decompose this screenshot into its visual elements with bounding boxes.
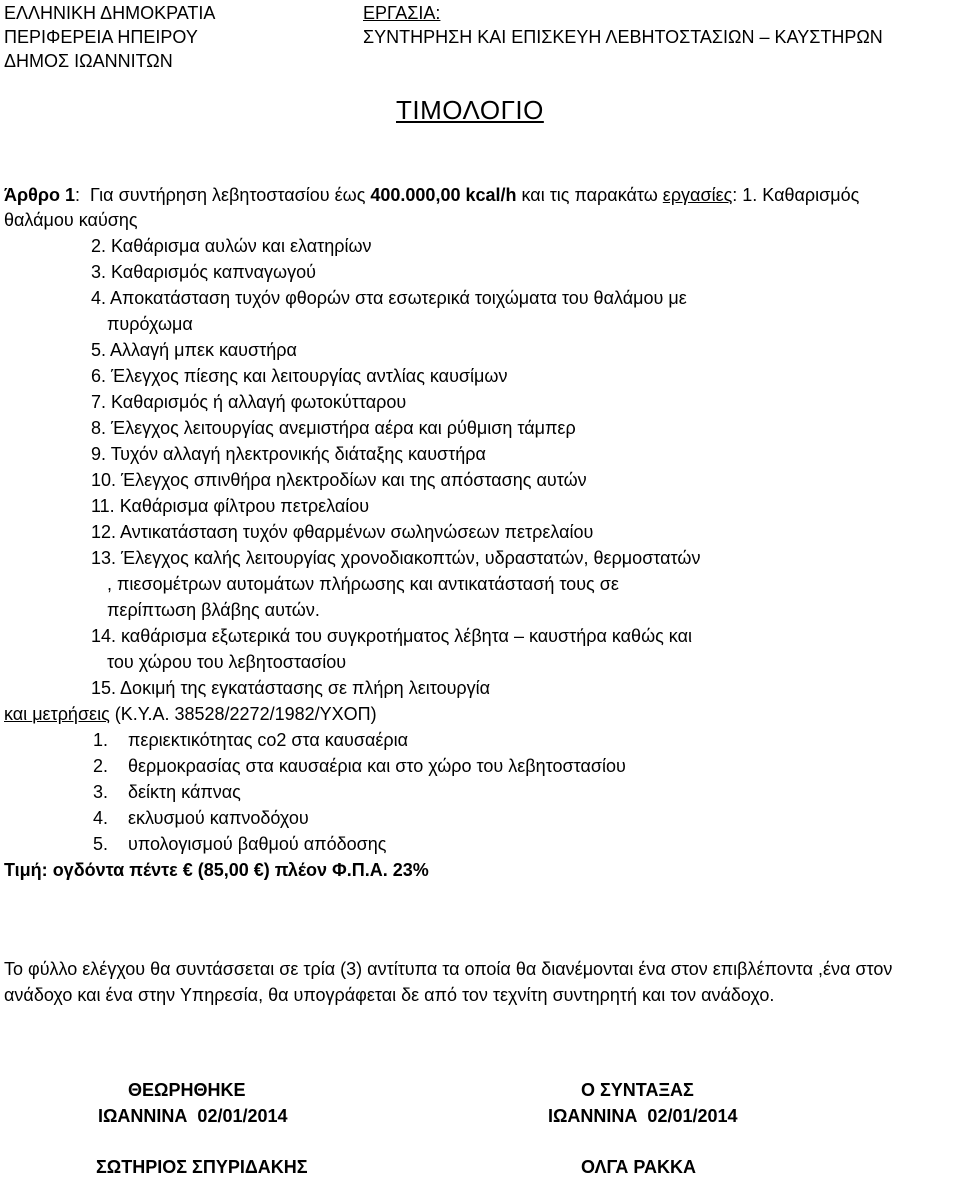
task-item: περίπτωση βλάβης αυτών.	[107, 600, 320, 620]
article-capacity: 400.000,00 kcal/h	[370, 185, 517, 205]
work-title: ΣΥΝΤΗΡΗΣΗ ΚΑΙ ΕΠΙΣΚΕΥΗ ΛΕΒΗΤΟΣΤΑΣΙΩΝ – ΚΑΥΣΤΗΡΩΝ	[363, 27, 883, 47]
article-intro	[4, 186, 859, 204]
measurement-number: 4.	[93, 808, 109, 828]
task-item: 13. Έλεγχος καλής λειτουργίας χρονοδιακοπτών, υδραστατών, θερμοστατών	[91, 548, 701, 568]
header-line-1: ΕΛΛΗΝΙΚΗ ΔΗΜΟΚΡΑΤΙΑ	[4, 3, 216, 23]
note-line-2: ανάδοχο και ένα στην Υπηρεσία, θα υπογράφεται δε από τον τεχνίτη συντηρητή και τον ανάδοχο.	[4, 985, 775, 1005]
signature-left-name: ΣΩΤΗΡΙΟΣ ΣΠΥΡΙΔΑΚΗΣ	[96, 1157, 308, 1177]
signature-left-place-date: ΙΩΑΝΝΙΝΑ 02/01/2014	[98, 1106, 288, 1126]
article-label: Άρθρο 1	[4, 185, 76, 205]
measurement-text: υπολογισμού βαθμού απόδοσης	[128, 834, 387, 854]
price-label: Τιμή:	[4, 860, 48, 880]
price-text: ογδόντα πέντε € (85,00 €) πλέον Φ.Π.Α. 23%	[47, 860, 429, 880]
measurement-text: εκλυσμού καπνοδόχου	[128, 808, 309, 828]
article-line-2: θαλάμου καύσης	[4, 210, 138, 230]
article-text-b: και τις παρακάτω	[516, 185, 663, 205]
measurements-intro-b: (Κ.Υ.Α. 38528/2272/1982/ΥΧΟΠ)	[109, 704, 377, 724]
measurement-number: 2.	[93, 756, 109, 776]
measurement-number: 5.	[93, 834, 109, 854]
task-item: 3. Καθαρισμός καπναγωγού	[91, 262, 316, 282]
measurements-intro	[4, 705, 377, 723]
measurement-text: θερμοκρασίας στα καυσαέρια και στο χώρο του λεβητοστασίου	[128, 756, 626, 776]
task-item: 8. Έλεγχος λειτουργίας ανεμιστήρα αέρα και ρύθμιση τάμπερ	[91, 418, 576, 438]
article-text-c: : 1. Καθαρισμός	[732, 185, 860, 205]
header-work	[363, 4, 883, 52]
signature-right-place-date: ΙΩΑΝΝΙΝΑ 02/01/2014	[548, 1106, 738, 1126]
header-line-3: ΔΗΜΟΣ ΙΩΑΝΝΙΤΩΝ	[4, 51, 173, 71]
task-item: του χώρου του λεβητοστασίου	[107, 652, 347, 672]
work-label: ΕΡΓΑΣΙΑ:	[363, 3, 441, 23]
task-item: 14. καθάρισμα εξωτερικά του συγκροτήματος λέβητα – καυστήρα καθώς και	[91, 626, 692, 646]
signature-right-heading: Ο ΣΥΝΤΑΞΑΣ	[581, 1080, 694, 1100]
task-item: 4. Αποκατάσταση τυχόν φθορών στα εσωτερικά τοιχώματα του θαλάμου με	[91, 288, 687, 308]
task-item: 10. Έλεγχος σπινθήρα ηλεκτροδίων και της απόστασης αυτών	[91, 470, 587, 490]
task-item: 11. Καθάρισμα φίλτρου πετρελαίου	[91, 496, 370, 516]
article-text-a: Για συντήρηση λεβητοστασίου έως	[80, 185, 371, 205]
measurements-intro-a: και	[4, 704, 33, 724]
header-authority	[4, 4, 215, 76]
article-colon: :	[75, 185, 81, 205]
measurement-text: δείκτη κάπνας	[128, 782, 241, 802]
measurement-number: 3.	[93, 782, 109, 802]
task-item: 6. Έλεγχος πίεσης και λειτουργίας αντλίας καυσίμων	[91, 366, 508, 386]
signature-left-heading: ΘΕΩΡΗΘΗΚΕ	[128, 1080, 246, 1100]
task-item: 2. Καθάρισμα αυλών και ελατηρίων	[91, 236, 372, 256]
signature-right-name: ΟΛΓΑ ΡΑΚΚΑ	[581, 1157, 697, 1177]
task-item: , πιεσομέτρων αυτομάτων πλήρωσης και αντικατάστασή τους σε	[107, 574, 619, 594]
page-title: ΤΙΜΟΛΟΓΙΟ	[396, 95, 544, 125]
task-item: πυρόχωμα	[107, 314, 193, 334]
task-item: 9. Τυχόν αλλαγή ηλεκτρονικής διάταξης καυστήρα	[91, 444, 486, 464]
article-tasks-word: εργασίες	[662, 185, 733, 205]
task-item: 15. Δοκιμή της εγκατάστασης σε πλήρη λειτουργία	[91, 678, 491, 698]
note-line-1: Το φύλλο ελέγχου θα συντάσσεται σε τρία (3) αντίτυπα τα οποία θα διανέμονται ένα στον επιβλέποντα ,ένα στον	[4, 959, 893, 979]
measurements-intro-underlined: μετρήσεις	[32, 704, 110, 724]
task-item: 5. Αλλαγή μπεκ καυστήρα	[91, 340, 297, 360]
header-line-2: ΠΕΡΙΦΕΡΕΙΑ ΗΠΕΙΡΟΥ	[4, 27, 198, 47]
task-item: 12. Αντικατάσταση τυχόν φθαρμένων σωληνώσεων πετρελαίου	[91, 522, 594, 542]
measurement-number: 1.	[93, 730, 109, 750]
task-item: 7. Καθαρισμός ή αλλαγή φωτοκύτταρου	[91, 392, 407, 412]
price-line	[4, 861, 429, 879]
measurement-text: περιεκτικότητας co2 στα καυσαέρια	[128, 730, 409, 750]
